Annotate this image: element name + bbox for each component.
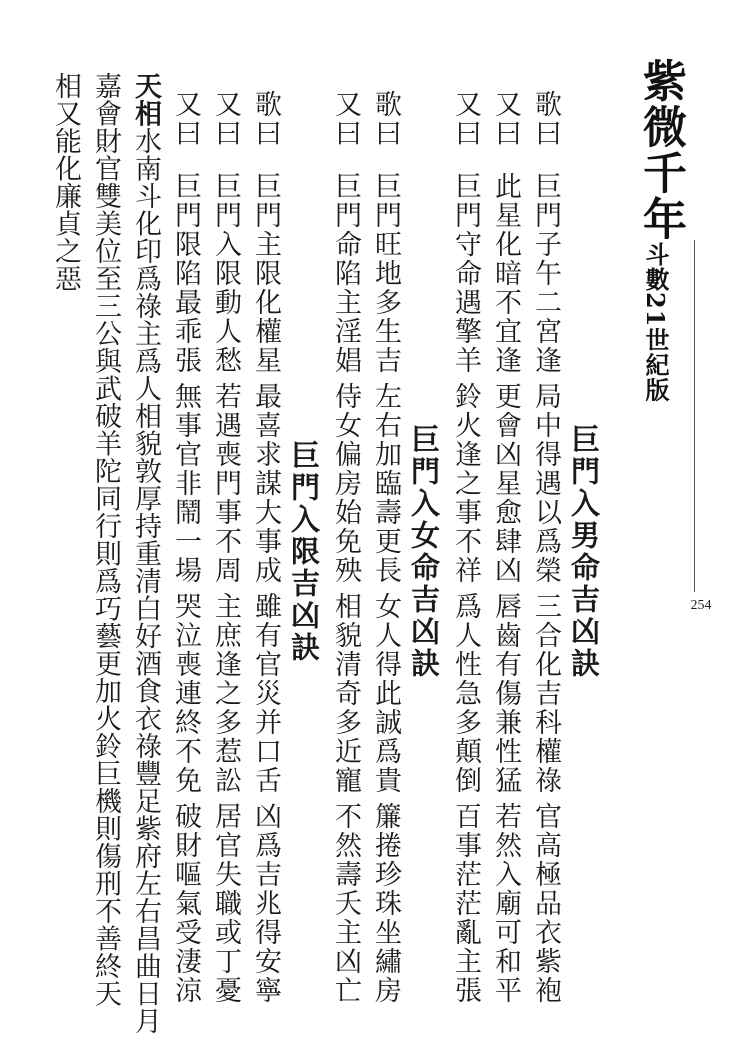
verse-line: 爲人性急多顛倒 bbox=[450, 592, 481, 795]
verse-label: 又曰 bbox=[330, 90, 361, 148]
verse-label: 又曰 bbox=[490, 90, 521, 148]
verse-line: 唇齒有傷兼性猛 bbox=[490, 592, 521, 795]
verse-line: 此星化暗不宜逢 bbox=[490, 172, 521, 375]
verse-label: 又曰 bbox=[450, 90, 481, 148]
verse-line: 相貌清奇多近寵 bbox=[330, 592, 361, 795]
verse-line: 鈴火逢之事不祥 bbox=[450, 382, 481, 585]
verse-line: 巨門限陷最乖張 bbox=[170, 172, 201, 375]
verse-line: 左右加臨壽更長 bbox=[370, 382, 401, 585]
verse-line: 巨門守命遇擎羊 bbox=[450, 172, 481, 375]
verse-line: 破財嘔氣受淒涼 bbox=[170, 802, 201, 1005]
section-heading-limit: 巨門入限吉凶訣 bbox=[287, 440, 321, 664]
verse-row bbox=[206, 90, 244, 1020]
verse-line: 女人得此誠爲貴 bbox=[370, 592, 401, 795]
verse-line: 雖有官災并口舌 bbox=[250, 592, 281, 795]
verse-line: 巨門子午二宮逢 bbox=[530, 172, 561, 375]
verse-line: 百事茫茫亂主張 bbox=[450, 802, 481, 1005]
prose-text: 水南斗化印爲祿主爲人相貌敦厚持重清白好酒食衣祿豐足紫府左右昌曲日月 bbox=[130, 127, 161, 1035]
book-subtitle: 斗數21世紀版 bbox=[641, 242, 670, 403]
verse-line: 主庶逢之多惹訟 bbox=[210, 592, 241, 795]
verse-row bbox=[326, 90, 364, 1020]
verse-line: 凶爲吉兆得安寧 bbox=[250, 802, 281, 1005]
verse-line: 侍女偏房始免殃 bbox=[330, 382, 361, 585]
tianxiang-paragraph-line-2: 嘉會財官雙美位至三公與武破羊陀同行則爲巧藝更加火鈴巨機則傷刑不善終天 bbox=[90, 72, 121, 1007]
verse-line: 最喜求謀大事成 bbox=[250, 382, 281, 585]
verse-row bbox=[166, 90, 204, 1020]
book-title: 紫微千年 bbox=[635, 58, 686, 242]
tianxiang-paragraph-line-3: 相又能化廉貞之惡 bbox=[50, 72, 81, 292]
verse-line: 若然入廟可和平 bbox=[490, 802, 521, 1005]
verse-row bbox=[366, 90, 404, 1020]
tianxiang-paragraph-line-1 bbox=[126, 72, 164, 1035]
verse-label: 又曰 bbox=[210, 90, 241, 148]
verse-line: 無事官非鬧一場 bbox=[170, 382, 201, 585]
verse-line: 若遇喪門事不周 bbox=[210, 382, 241, 585]
verse-line: 巨門入限動人愁 bbox=[210, 172, 241, 375]
margin-rule bbox=[694, 240, 695, 592]
verse-line: 三合化吉科權祿 bbox=[530, 592, 561, 795]
verse-line: 局中得遇以爲榮 bbox=[530, 382, 561, 585]
verse-line: 不然壽夭主凶亡 bbox=[330, 802, 361, 1005]
verse-line: 簾捲珍珠坐繡房 bbox=[370, 802, 401, 1005]
verse-label: 又曰 bbox=[170, 90, 201, 148]
page-number: 254 bbox=[690, 598, 712, 613]
section-heading-female: 巨門入女命吉凶訣 bbox=[407, 424, 441, 680]
verse-row bbox=[486, 90, 524, 1020]
verse-line: 巨門主限化權星 bbox=[250, 172, 281, 375]
verse-line: 更會凶星愈肆凶 bbox=[490, 382, 521, 585]
verse-label: 歌曰 bbox=[250, 90, 281, 148]
verse-line: 官高極品衣紫袍 bbox=[530, 802, 561, 1005]
verse-line: 巨門命陷主淫娼 bbox=[330, 172, 361, 375]
tianxiang-lead: 天相 bbox=[130, 72, 161, 127]
verse-line: 居官失職或丁憂 bbox=[210, 802, 241, 1005]
verse-line: 哭泣喪連終不免 bbox=[170, 592, 201, 795]
verse-row bbox=[246, 90, 284, 1020]
verse-label: 歌曰 bbox=[370, 90, 401, 148]
verse-row bbox=[446, 90, 484, 1020]
verse-row bbox=[526, 90, 564, 1020]
verse-label: 歌曰 bbox=[530, 90, 561, 148]
verse-line: 巨門旺地多生吉 bbox=[370, 172, 401, 375]
section-heading-male: 巨門入男命吉凶訣 bbox=[567, 424, 601, 680]
